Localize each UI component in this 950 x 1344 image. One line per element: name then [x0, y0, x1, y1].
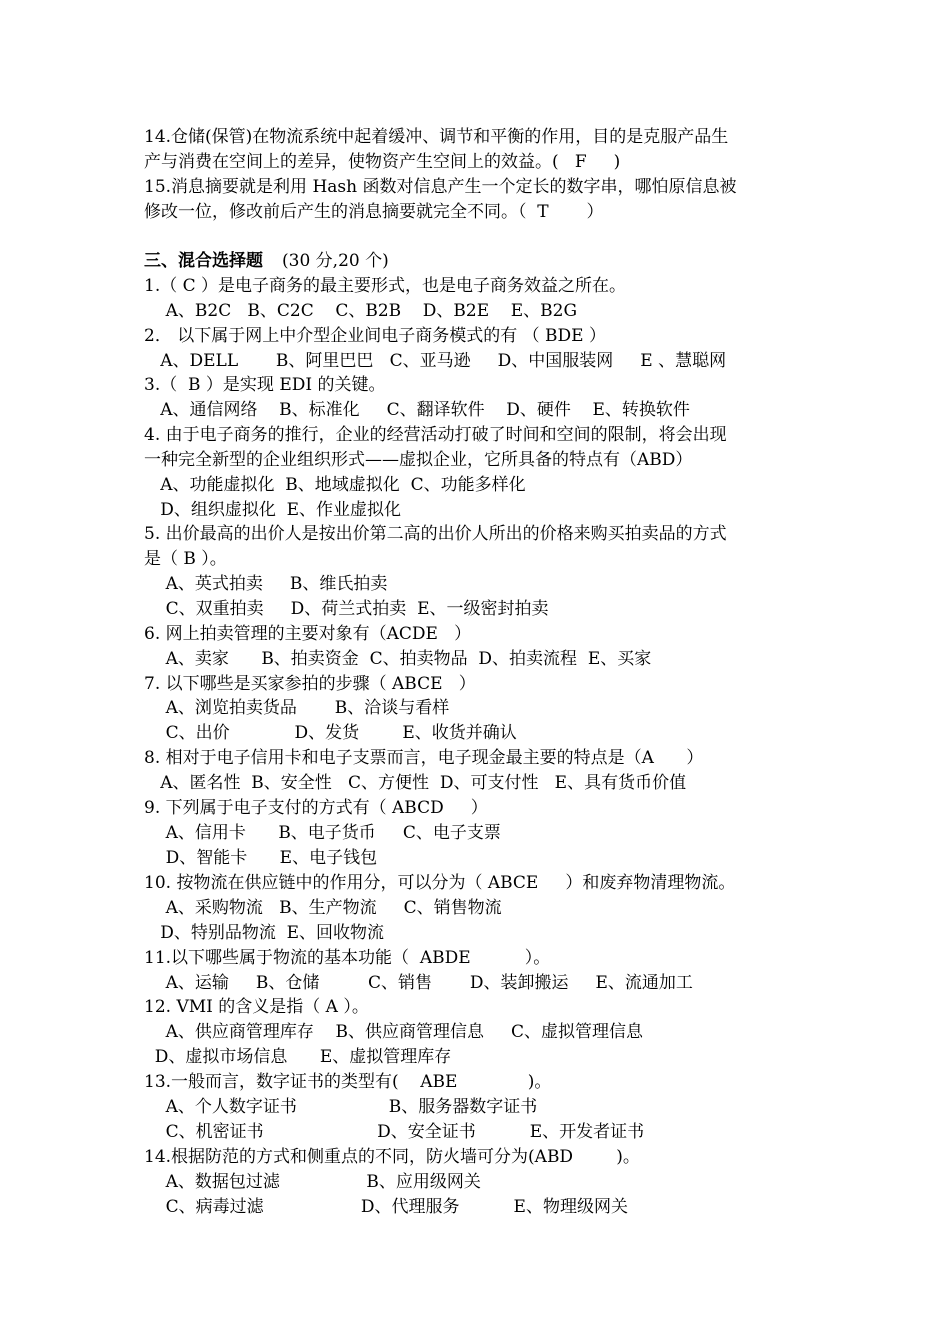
options-12b: D、虚拟市场信息 E、虚拟管理库存 — [144, 1047, 452, 1067]
options-2: A、DELL B、阿里巴巴 C、亚马逊 D、中国服装网 E 、慧聪网 — [144, 351, 727, 371]
options-11: A、运输 B、仓储 C、销售 D、装卸搬运 E、流通加工 — [144, 973, 693, 993]
options-8: A、匿名性 B、安全性 C、方便性 D、可支付性 E、具有货币价值 — [144, 773, 687, 793]
question-14: 14.根据防范的方式和侧重点的不同，防火墙可分为(ABD )。 — [144, 1147, 640, 1167]
question-5: 5. 出价最高的出价人是按出价第二高的出价人所出的价格来购买拍卖品的方式 — [144, 524, 727, 544]
question-12: 12. VMI 的含义是指（ A ）。 — [144, 997, 369, 1017]
options-4a: A、功能虚拟化 B、地域虚拟化 C、功能多样化 — [144, 475, 526, 495]
options-9b: D、智能卡 E、电子钱包 — [144, 848, 378, 868]
options-12a: A、供应商管理库存 B、供应商管理信息 C、虚拟管理信息 — [144, 1022, 644, 1042]
question-13: 13.一般而言，数字证书的类型有( ABE )。 — [144, 1072, 552, 1092]
options-13a: A、个人数字证书 B、服务器数字证书 — [144, 1097, 538, 1117]
text-line: 14.仓储(保管)在物流系统中起着缓冲、调节和平衡的作用，目的是克服产品生 — [144, 127, 729, 147]
options-4b: D、组织虚拟化 E、作业虚拟化 — [144, 500, 402, 520]
options-5a: A、英式拍卖 B、维氏拍卖 — [144, 574, 388, 594]
question-9: 9. 下列属于电子支付的方式有（ ABCD ） — [144, 798, 488, 818]
text-line: 15.消息摘要就是利用 Hash 函数对信息产生一个定长的数字串，哪怕原信息被 — [144, 177, 737, 197]
question-4: 4. 由于电子商务的推行，企业的经营活动打破了时间和空间的限制，将会出现 — [144, 425, 727, 445]
options-5b: C、双重拍卖 D、荷兰式拍卖 E、一级密封拍卖 — [144, 599, 549, 619]
question-10: 10. 按物流在供应链中的作用分，可以分为（ ABCE ）和废弃物清理物流。 — [144, 873, 736, 893]
question-5-cont: 是（ B ）。 — [144, 549, 227, 569]
options-3: A、通信网络 B、标准化 C、翻译软件 D、硬件 E、转换软件 — [144, 400, 690, 420]
options-1: A、B2C B、C2C C、B2B D、B2E E、B2G — [144, 301, 578, 321]
options-7a: A、浏览拍卖货品 B、洽谈与看样 — [144, 698, 450, 718]
question-6: 6. 网上拍卖管理的主要对象有（ACDE ） — [144, 624, 472, 644]
options-14b: C、病毒过滤 D、代理服务 E、物理级网关 — [144, 1197, 628, 1217]
question-7: 7. 以下哪些是买家参拍的步骤（ ABCE ） — [144, 674, 476, 694]
options-9a: A、信用卡 B、电子货币 C、电子支票 — [144, 823, 501, 843]
options-10b: D、特别品物流 E、回收物流 — [144, 923, 385, 943]
question-8: 8. 相对于电子信用卡和电子支票而言，电子现金最主要的特点是（A ） — [144, 748, 704, 768]
section-heading-note: (30 分,20 个) — [282, 251, 389, 271]
question-4-cont: 一种完全新型的企业组织形式——虚拟企业，它所具备的特点有（ABD） — [144, 450, 693, 470]
section-heading: 三、混合选择题 — [144, 251, 263, 271]
question-3: 3.（ B ）是实现 EDI 的关键。 — [144, 375, 386, 395]
question-2: 2． 以下属于网上中介型企业间电子商务模式的有 （ BDE ） — [144, 326, 606, 346]
options-6: A、卖家 B、拍卖资金 C、拍卖物品 D、拍卖流程 E、买家 — [144, 649, 652, 669]
options-14a: A、数据包过滤 B、应用级网关 — [144, 1172, 481, 1192]
options-7b: C、出价 D、发货 E、收货并确认 — [144, 723, 517, 743]
options-10a: A、采购物流 B、生产物流 C、销售物流 — [144, 898, 502, 918]
question-1: 1.（ C ）是电子商务的最主要形式，也是电子商务效益之所在。 — [144, 276, 627, 296]
question-11: 11.以下哪些属于物流的基本功能（ ABDE ）。 — [144, 948, 551, 968]
options-13b: C、机密证书 D、安全证书 E、开发者证书 — [144, 1122, 645, 1142]
text-line: 修改一位，修改前后产生的消息摘要就完全不同。（ T ） — [144, 202, 604, 222]
text-line: 产与消费在空间上的差异，使物资产生空间上的效益。( F ) — [144, 152, 621, 172]
